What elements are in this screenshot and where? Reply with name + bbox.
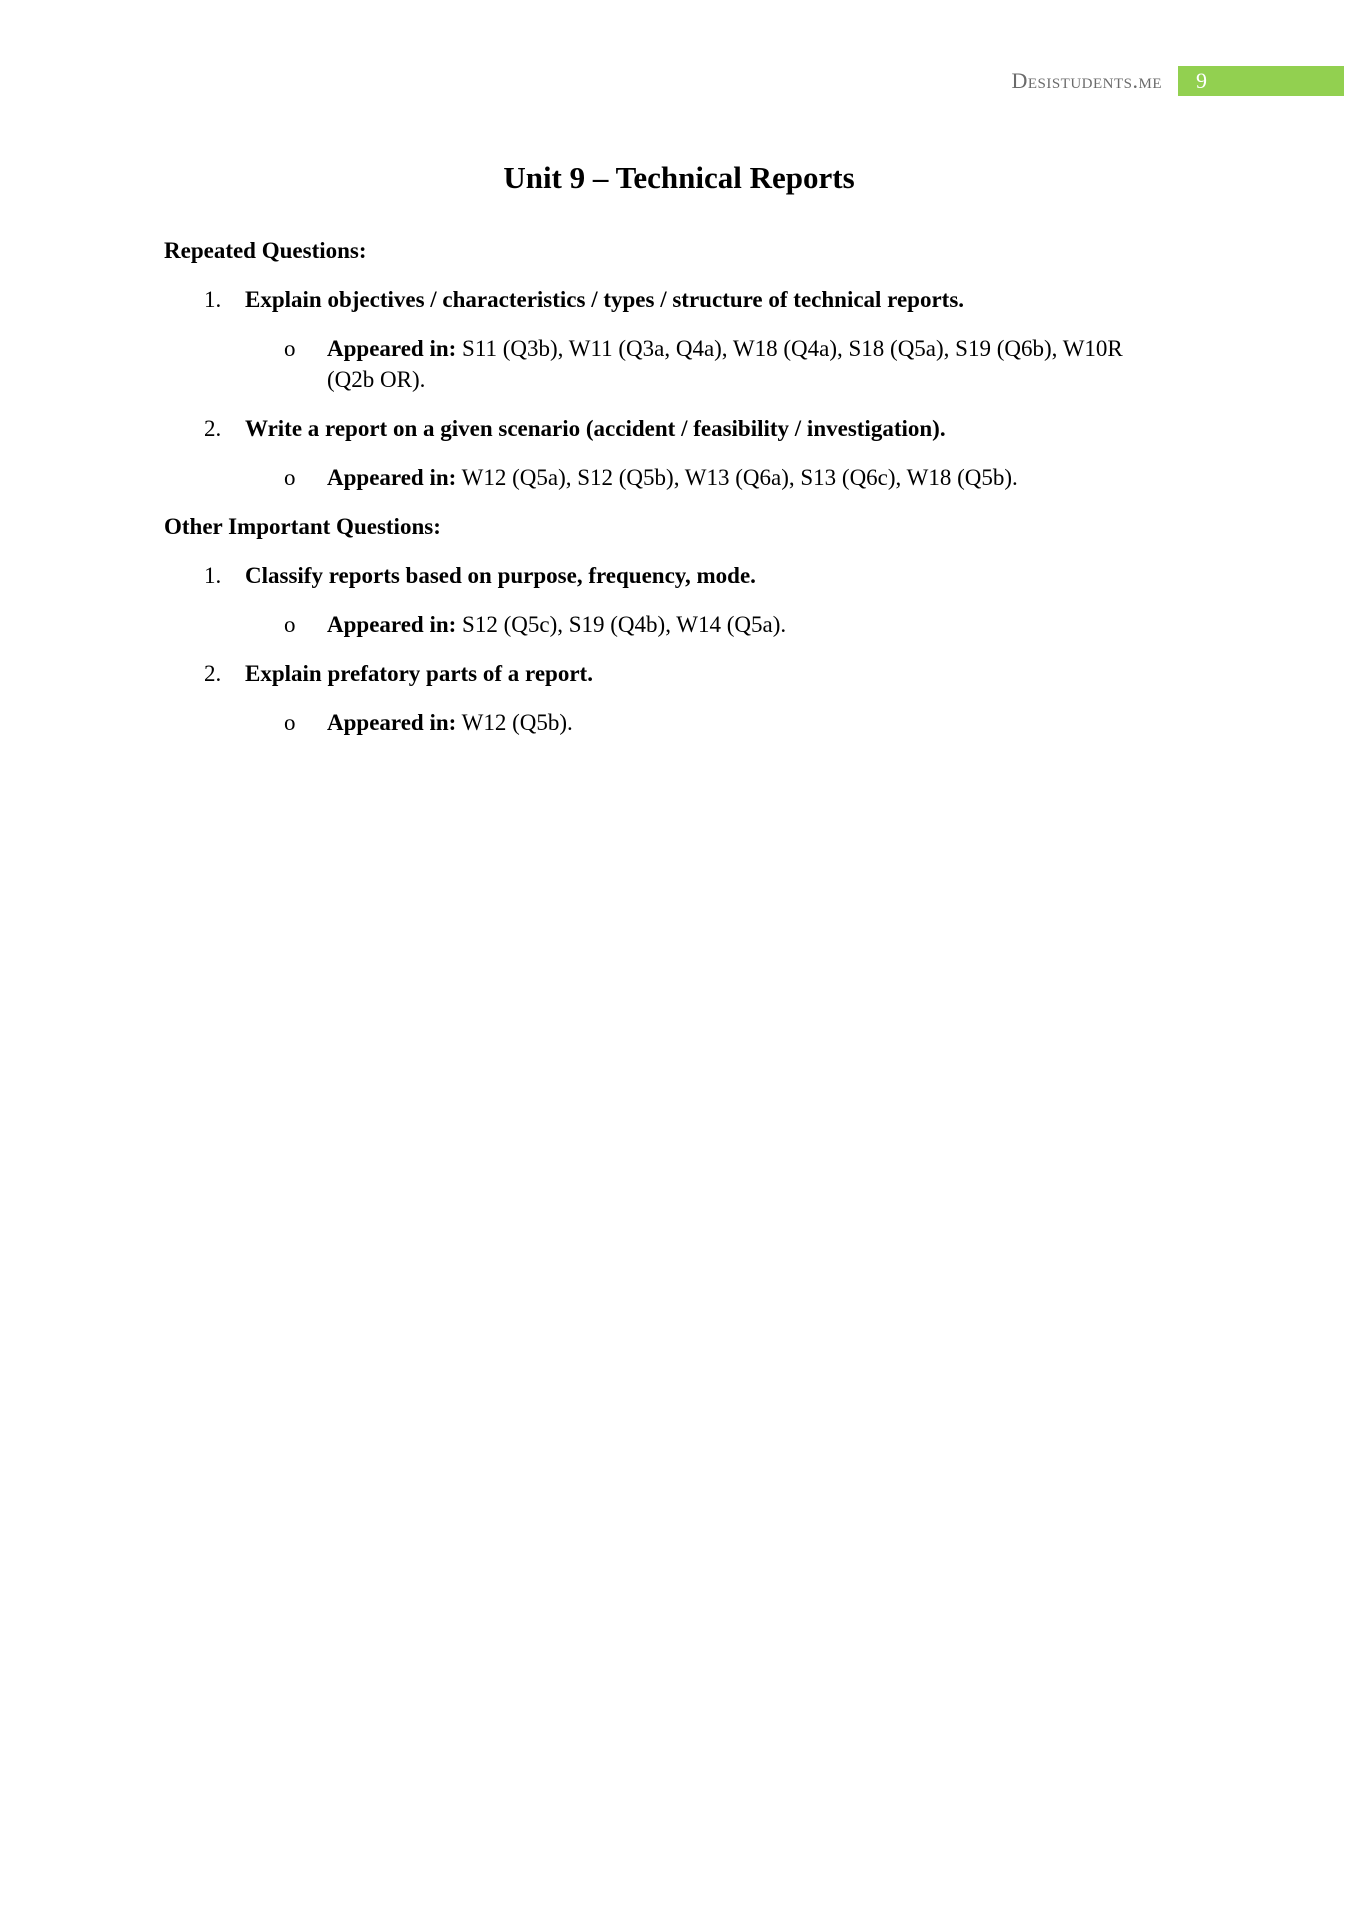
appeared-in-item: [164, 609, 1127, 640]
site-name-suffix: me: [1138, 68, 1162, 93]
page-number-badge: [1178, 66, 1344, 96]
other-questions-heading: Other Important Questions:: [164, 514, 441, 539]
question-number: 1.: [204, 563, 222, 588]
appeared-in-value: W12 (Q5a), S12 (Q5b), W13 (Q6a), S13 (Q6c), W18 (Q5b).: [456, 465, 1018, 490]
site-name-rest: esistudents: [1027, 68, 1133, 93]
bullet-icon: o: [284, 710, 296, 735]
appeared-in-item: [164, 707, 1127, 738]
site-name-dot: .: [1132, 68, 1139, 93]
site-name-first-letter: D: [1011, 68, 1028, 93]
question-item: [164, 560, 1164, 591]
document-body: [164, 235, 1164, 756]
page-number: 9: [1196, 68, 1207, 93]
repeated-questions-heading: Repeated Questions:: [164, 238, 367, 263]
appeared-in-label: Appeared in:: [327, 612, 457, 637]
question-item: [164, 413, 1164, 444]
question-number: 1.: [204, 287, 222, 312]
appeared-in-item: [164, 462, 1127, 493]
question-text: Classify reports based on purpose, frequency, mode.: [245, 563, 756, 588]
appeared-in-value: S11 (Q3b), W11 (Q3a, Q4a), W18 (Q4a), S18 (Q5a), S19 (Q6b), W10R (Q2b OR).: [327, 336, 1123, 392]
question-item: [164, 284, 1164, 315]
question-text: Explain prefatory parts of a report.: [245, 661, 593, 686]
bullet-icon: o: [284, 612, 296, 637]
appeared-in-item: [164, 333, 1127, 395]
question-number: 2.: [204, 661, 222, 686]
question-text: Explain objectives / characteristics / types / structure of technical reports.: [245, 287, 965, 312]
question-item: [164, 658, 1164, 689]
appeared-in-label: Appeared in:: [327, 465, 457, 490]
question-text: Write a report on a given scenario (accident / feasibility / investigation).: [245, 416, 946, 441]
appeared-in-value: W12 (Q5b).: [456, 710, 573, 735]
bullet-icon: o: [284, 336, 296, 361]
bullet-icon: o: [284, 465, 296, 490]
page-title: Unit 9 – Technical Reports: [503, 160, 855, 195]
question-number: 2.: [204, 416, 222, 441]
appeared-in-label: Appeared in:: [327, 710, 457, 735]
appeared-in-value: S12 (Q5c), S19 (Q4b), W14 (Q5a).: [456, 612, 787, 637]
page-header: [1011, 66, 1344, 96]
appeared-in-label: Appeared in:: [327, 336, 457, 361]
site-name: [1011, 68, 1162, 94]
